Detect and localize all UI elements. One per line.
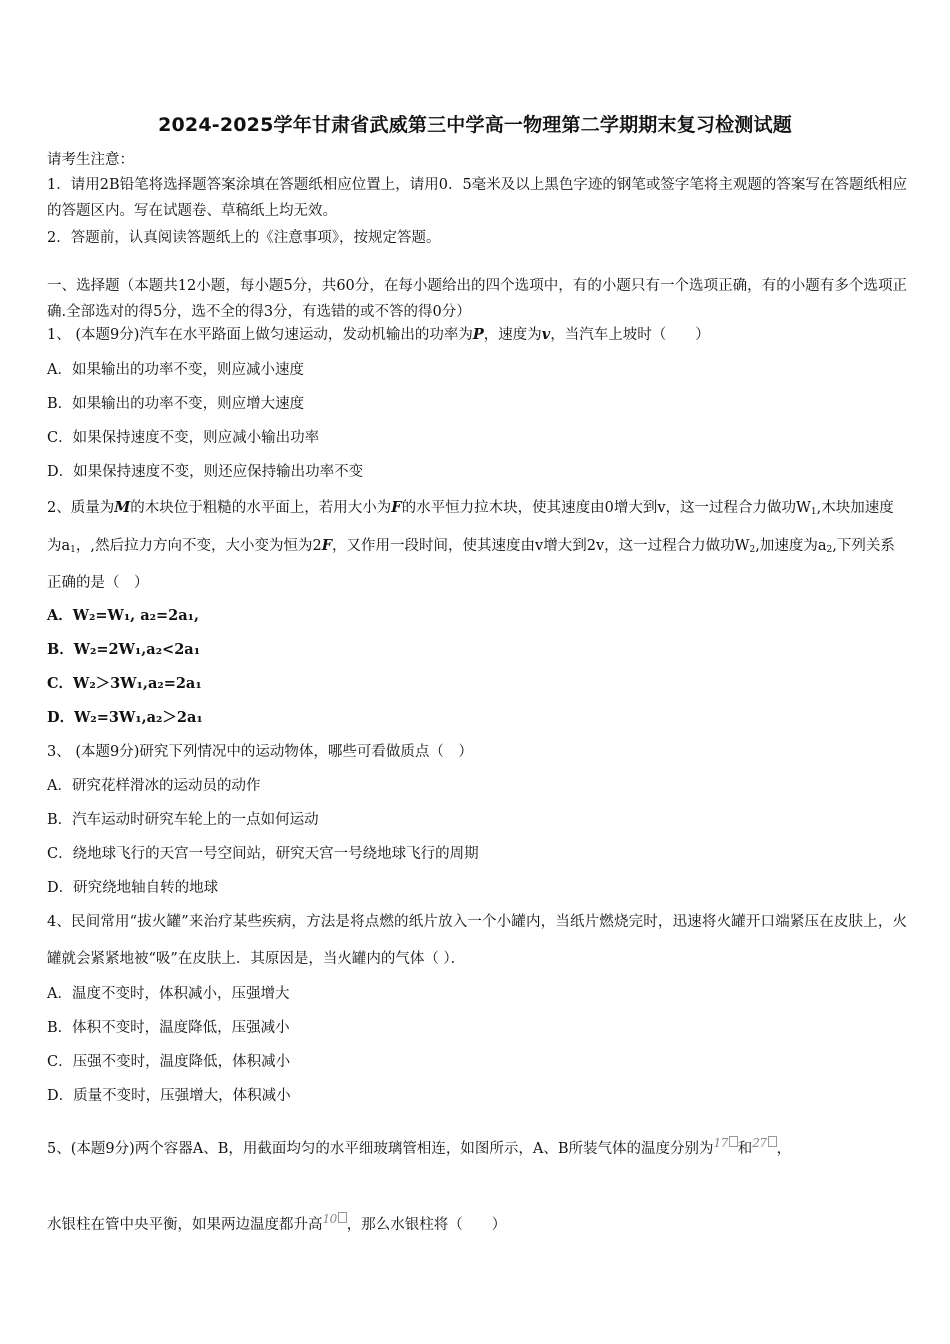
question-5-stem-line-2 [47,1209,506,1235]
q5-text-4: 水银柱在管中央平衡，如果两边温度都升高 [47,1217,323,1233]
question-4-stem: 4、民间常用“拔火罐”来治疗某些疾病，方法是将点燃的纸片放入一个小罐内，当纸片燃烧完时，迅速将火罐开口端紧压在皮肤上，火罐就会紧紧地被“吸”在皮肤上．其原因是，当火罐内的气体（ ）． [47,914,907,967]
q1-var-v: v [541,326,551,343]
q2-option-c[interactable]: C．W₂＞3W₁,a₂=2a₁ [47,675,202,692]
q2-var-f2: F [321,537,333,554]
q2-sub-w1: 1 [810,507,817,517]
question-1-stem [47,325,710,345]
q2-option-d[interactable]: D．W₂=3W₁,a₂＞2a₁ [47,709,203,726]
q1-option-a[interactable]: A．如果输出的功率不变，则应减小速度 [47,362,304,378]
q2-option-a[interactable]: A．W₂=W₁, a₂=2a₁, [47,607,200,624]
q1-var-p: P [472,326,484,343]
q2-sub-a2: 2 [826,545,833,555]
q2-text-1: 2、质量为 [47,500,115,516]
q4-option-b[interactable]: B．体积不变时，温度降低，压强减小 [47,1020,290,1036]
q1-stem-a: 1、 (本题9分)汽车在水平路面上做匀速运动，发动机输出的功率为 [47,327,473,343]
notice-item-2: 2．答题前，认真阅读答题纸上的《注意事项》，按规定答题。 [47,230,441,246]
q4-option-c[interactable]: C．压强不变时，温度降低，体积减小 [47,1054,291,1070]
q1-option-d[interactable]: D．如果保持速度不变，则还应保持输出功率不变 [47,464,364,480]
q4-option-d[interactable]: D．质量不变时，压强增大，体积减小 [47,1088,291,1104]
degree-symbol-icon [729,1136,738,1147]
q5-text-2: 和 [737,1141,753,1157]
q5-temp-a-value: 17 [713,1136,728,1150]
degree-symbol-icon [768,1136,777,1147]
q5-text-3: ， [776,1141,792,1157]
q3-option-a[interactable]: A．研究花样滑冰的运动员的动作 [47,778,261,794]
q2-var-m: M [114,499,131,516]
q2-sub-w2: 2 [749,545,756,555]
question-2-stem [47,489,907,602]
q1-stem-b: ，速度为 [483,327,542,343]
question-3-stem: 3、 (本题9分)研究下列情况中的运动物体，哪些可看做质点（ ） [47,744,473,760]
question-5-stem-line-1 [47,1133,791,1159]
q1-stem-c: ，当汽车上坡时（ ） [550,327,710,343]
section-header: 一、选择题（本题共12小题，每小题5分，共60分，在每小题给出的四个选项中，有的小题只有一个选项正确，有的小题有多个选项正确.全部选对的得5分，选不全的得3分，有选错的或不答的得0分） [47,278,907,320]
q3-option-b[interactable]: B．汽车运动时研究车轮上的一点如何运动 [47,812,319,828]
q5-temp-rise-value: 10 [322,1212,337,1226]
notice-heading: 请考生注意： [47,152,134,168]
q3-option-c[interactable]: C．绕地球飞行的天宫一号空间站，研究天宫一号绕地球飞行的周期 [47,846,479,862]
q3-option-d[interactable]: D．研究绕地轴自转的地球 [47,880,219,896]
q5-temp-a [714,1133,738,1153]
q4-option-a[interactable]: A．温度不变时，体积减小，压强增大 [47,986,290,1002]
q2-text-5: ，,然后拉力方向不变，大小变为恒为2 [75,538,322,554]
q2-text-2: 的木块位于粗糙的水平面上，若用大小为 [130,500,392,516]
q2-text-6: ，又作用一段时间，使其速度由v增大到2v，这一过程合力做功W [332,538,750,554]
q5-temp-b-value: 27 [752,1136,767,1150]
page-title: 2024-2025学年甘肃省武威第三中学高一物理第二学期期末复习检测试题 [158,114,792,136]
q1-option-c[interactable]: C．如果保持速度不变，则应减小输出功率 [47,430,320,446]
q1-option-b[interactable]: B．如果输出的功率不变，则应增大速度 [47,396,305,412]
q5-temp-rise [323,1209,347,1229]
q2-text-7: ,加速度为a [755,538,827,554]
q2-sub-a1: 1 [70,545,76,555]
q2-text-8: ,下列关系正确的是（ ） [47,538,895,591]
degree-symbol-icon [338,1212,347,1223]
q5-text-1: 5、(本题9分)两个容器A、B，用截面均匀的水平细玻璃管相连，如图所示，A、B所装气体的温度分别为 [47,1141,714,1157]
q2-text-3: 的水平恒力拉木块，使其速度由0增大到v，这一过程合力做功W [401,500,811,516]
q5-text-5: ，那么水银柱将（ ） [346,1217,507,1233]
notice-item-1: 1．请用2B铅笔将选择题答案涂填在答题纸相应位置上，请用0．5毫米及以上黑色字迹的钢笔或签字笔将主观题的答案写在答题纸相应的答题区内。写在试题卷、草稿纸上均无效。 [47,177,907,219]
q2-text-4: ,木块加速度为a [47,500,894,554]
q2-option-b[interactable]: B．W₂=2W₁,a₂<2a₁ [47,641,201,658]
q5-temp-b [752,1133,776,1153]
q2-var-f: F [391,499,402,516]
